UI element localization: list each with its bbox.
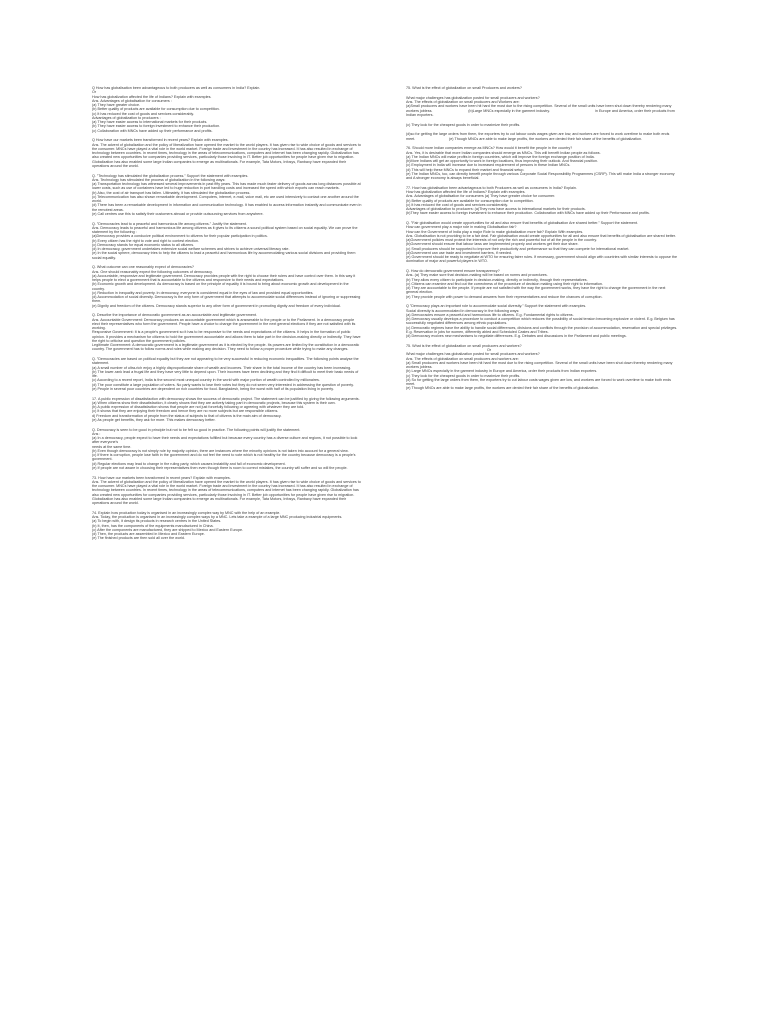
answer-line: What major challenges has globalization posted for small producers and workers?: [406, 352, 540, 357]
answer-line: (e) Dignity and freedom of the citizens. Democracy stands superior to any other form of government in promoting dignity and freedom of every individual.: [92, 303, 341, 308]
answer-line: Or: [406, 348, 492, 352]
qa-block: [92, 222, 362, 260]
answer-line: (d) There has been a remarkable development in information and communication technology. It has enabled to access information instantly and communicate even in the remotest areas.: [92, 203, 363, 212]
answer-line: (b) Economic growth and development. As democracy is based on the principle of equality it is bound to bring about economic growth and development in the country.: [92, 282, 350, 291]
answer-line: (c) Small producers should be supported to improve their productivity and performance so that they can compete for international market.: [406, 246, 630, 251]
answer-line: (d) This will help these MNCs to expand their market and financial setup.: [406, 167, 525, 172]
answer-line: (e) Government should be ready to negotiate at WTO for ensuring fairer rules. If necessary, government should align with countries with similar interests to oppose the domination of major and powerful players in WTO.: [406, 255, 679, 264]
qa-block: [92, 174, 362, 217]
question-text: Q. Describe the importance of democratic government as an accountable and legitimate government.: [92, 313, 258, 318]
answer-line: (e) In the social sphere, democracy tries to help the citizens to lead a peaceful and harmonious life by accommodating various social divisions and providing them social equality.: [92, 251, 357, 260]
answer-line: (c) It has reduced the cost of goods and services considerably.: [406, 202, 509, 207]
answer-line: How has globalization affected the life of Indians? Explain with examples.: [406, 190, 526, 194]
answer-line: (b) The lower-rank lead a frugal life and they have very little to depend upon. Their incomes have been declining and they find it difficult to meet their basic needs of life.: [92, 369, 360, 378]
answer-line: (a) Small producers and workers have been hit hard the most due to the rising competition. Several of the small units have been shut down thereby rendering many workers jobless.: [406, 360, 674, 369]
answer-line: Ans :: [92, 431, 101, 436]
answer-line: (b)More Indians will get an opportunity to work in foreign locations, thus improving their outlook. And financial position.: [406, 159, 599, 163]
question-text: Q. Democracy is seen to be good in principle but not to be felt so good in practice. The following points will justify the statement.: [92, 427, 301, 432]
question-text: Q How have our markets been transformed in recent years? Explain with examples.: [92, 138, 229, 143]
answer-line: (c) After the components are manufactured, they are shipped to Mexico and Eastern Europe.: [92, 527, 244, 532]
qa-block: [92, 265, 362, 308]
answer-line: (a) Accountable, responsive and legitimate government. Democracy provides people with the right to choose their rulers and have control over them. In this way it helps people to elect a government that is accountable to the citizens and responsive to their needs and expectations.: [92, 273, 357, 282]
question-text: 76. Should more Indian companies emerge as MNCs? How would it benefit the people in the country?: [406, 146, 573, 151]
answer-line: Ans. One should reasonably expect the following outcomes of democracy.: [92, 269, 213, 274]
answer-line: (d) They are accountable to the people. If people are not satisfied with the way the government works, they have the right to change the government in the next general election.: [406, 286, 667, 295]
answer-line: (b) Also, the cost of air transport has fallen. Ultimately, it has stimulated the globalization process.: [92, 190, 251, 195]
answer-line: Advantages of globalization to producers: (a)They now have access to international markets for their products.: [406, 207, 586, 211]
answer-line: (c) Citizens can examine and find out the correctness of the procedure of decision making using their right to information.: [406, 281, 603, 286]
answer-line: (c) Democracy stands for equal economic status to all citizens.: [92, 242, 195, 247]
qa-block: [406, 186, 678, 216]
answer-line: (a) They have easier access to international markets for their products.: [92, 120, 208, 124]
answer-line: Or: [92, 90, 97, 95]
qa-block: [406, 132, 678, 141]
answer-line: (c) It shows that they are enjoying their freedom and hence they are no more subjects but are responsible citizens.: [92, 409, 279, 414]
qa-block: [92, 313, 362, 351]
answer-line: (a) Transportation technology has witnessed several improvements in past fifty years. This has made much faster delivery of goods across long distances possible at lower costs, such as use of containers have led to huge reduction in port handling costs and increased the speed with which exports can reach markets.: [92, 182, 362, 191]
answer-line: Ans. The effects of globalization on small producers and Workers are:: [406, 100, 520, 104]
qa-block: [406, 146, 678, 180]
qa-block: [92, 138, 362, 168]
answer-line: Ans. Globalisation is not providing to be a fair deal. Fair globalisation would create opportunities for all and also ensure that benefits of globalisation are shared better.: [406, 233, 676, 238]
answer-line: needs at the same time.: [92, 444, 132, 449]
answer-line: (c) Collaboration with MNCs have added up their performance and profits.: [92, 128, 213, 133]
question-text: Q. "Democracies are based on political equality but they are not appearing to be very successful in reducing economic inequalities. The following points analyse the statement.: [92, 357, 360, 366]
question-text: Q. How do democratic government ensure transparency?: [406, 269, 500, 273]
answer-line: (a) A small number of ultra-rich enjoy a highly disproportionate share of wealth and incomes. Their share in the total income of the country has been increasing.: [92, 365, 352, 370]
answer-line: (e) If people are not aware in choosing their representatives then even though there is room to correct mistakes, the country will suffer and so will the people.: [92, 465, 348, 470]
answer-line: (a) To begin with, it design its products in research centres in the United States.: [92, 519, 222, 524]
answer-line: (c) If there is corruption, people lose faith in the government and do not feel the need to vote which is not healthy for the country because democracy is a people's government.: [92, 453, 357, 462]
qa-block: [406, 123, 678, 127]
answer-line: (d) Regular elections may lead to change in the ruling party, which causes instability and fall of economic development.: [92, 461, 286, 466]
question-text: 73. How have our markets been transformed in recent years? Explain with examples.: [92, 475, 231, 480]
answer-line: (c) According to a recent report, India is the second most unequal country in the world with major portion of wealth controlled by millionaires.: [92, 378, 320, 383]
qa-block: [406, 221, 678, 264]
answer-line: (c) They look for the cheapest goods in order to maximize their profits.: [406, 373, 521, 378]
answer-line: (d) So for getting the large orders from them, the exporters try to cut labour costs wages given are low, and workers are forced to work overtime to make both ends meet.: [406, 377, 673, 386]
answer-line: (e) Call centres use this to satisfy their customers abroad or provide outsourcing services from anywhere.: [92, 211, 264, 216]
answer-line: Ans- (a) They make sure that decision-making will be based on norms and procedures.: [406, 273, 548, 278]
answer-line: (e) Though MNCs are able to make large profits, the workers are denied their fair share of the benefits of globalization.: [406, 386, 600, 391]
answer-line: (b) Better quality of products are available for consumption due to competition.: [406, 198, 534, 203]
answer-line: (a) When citizens show their dissatisfaction, it clearly shows that they are actively taking part in democratic projects, because this system is their own.: [92, 400, 336, 405]
answer-line: Ans. Accountable Government: Democracy produces an accountable government which is answerable to the people or to the Parliament. In a democracy people elect their representatives who form the government. People have a choice to change the government in the next general elections if they are not satisfied with its working.: [92, 317, 357, 330]
answer-line: (b) Every citizen has the right to vote and right to contest election.: [92, 238, 199, 243]
qa-block: [406, 304, 678, 338]
answer-line: (a) They have greater choice.: [92, 103, 141, 107]
qa-block: [92, 86, 362, 133]
answer-line: Ans. The effects of globalization on small producers and workers are:: [406, 356, 519, 361]
answer-line: Advantages of globalization to producers :: [92, 115, 161, 120]
answer-line: (c) Employment in India will increase due to increased requirement of persons in these Indian MNCs.: [406, 163, 571, 168]
question-text: Q How has globalisation been advantageous to both producers as well as consumers in India? Explain.: [92, 86, 261, 90]
answer-line: (d) Accommodation of social diversity. Democracy is the only form of government that attempts to accommodate social differences instead of ignoring or suppressing them.: [92, 295, 362, 304]
answer-line: (e) The Indian MNCs, too, can directly benefit people through various Corporate Social Responsibility Programmes (CSRP). This will make India a stronger economy and A stronger economy is always beneficial.: [406, 171, 676, 180]
answer-line: How can government play a major role in making Globalisation fair?: [406, 225, 517, 230]
qa-block: [406, 269, 678, 299]
answer-line: (b)Government should ensure that labour laws are implemented properly and workers get their due share.: [406, 242, 579, 247]
answer-line: (e) They provide people with power to demand answers from their representatives and reduce the chances of corruption.: [406, 294, 603, 299]
question-text: 75. What is the effect of globalization on small producers and workers?: [406, 343, 522, 348]
answer-line: (b) They allow every citizen to participate in decision-making, directly or indirectly, through their representatives.: [406, 277, 588, 282]
answer-line: (a)Democracy provides a conducive political environment to citizens for their popular participation in politics.: [92, 234, 268, 239]
question-text: Q. What outcome can one reasonably expect of democracies?: [92, 265, 194, 270]
answer-line: (c) Democratic regimes have the ability to handle social differences, divisions and conflicts through the provision of accommodation, reservation and special privileges. E.g. Reservation in jobs for women, differently abled and Scheduled Castes and Tribes.: [406, 325, 679, 334]
answer-line: How can the Government of India play a major Role to make globalization more fair? Explain With examples.: [406, 229, 584, 234]
answer-line: Ans. Technology has stimulated the process of globalization in the following ways:: [92, 177, 226, 182]
answer-line: (b) They have easier access to foreign investment to enhance their production.: [92, 124, 221, 129]
qa-block: [406, 344, 678, 391]
answer-line: (b) Even though democracy is not simply rule by majority opinion, there are instances where the minority opinions is not taken into account for a general view.: [92, 448, 349, 453]
answer-line: (c) Telecommunication has also shown remarkable development. Computers, internet, e-mail, voice mail, etc are used intensively to contact one another around the world.: [92, 194, 360, 203]
answer-line: Legitimate Government: A democratic government is a legitimate government as it is elected by the people. Its powers are limited by the constitution in a democratic country. The government has to follow norms and rules while making any decision. They need to follow a proper procedure while trying to make any changes.: [92, 343, 361, 352]
answer-line: (c) It has reduced the cost of goods and services considerably.: [92, 111, 195, 116]
answer-line: Ans. Yes, it is desirable that more Indian companies should emerge as MNCs. This will benefit Indian people as follows.: [406, 150, 601, 155]
answer-line: (d) Then, the products are assembled in Mexico and Eastern Europe.: [92, 532, 205, 536]
qa-block: [92, 397, 362, 423]
answer-line: (b) A public expression of dissatisfaction shows that people are not just forcefully following or agreeing with whatever they are told.: [92, 405, 305, 409]
qa-block: [92, 357, 362, 391]
qa-block: [92, 511, 362, 541]
answer-line: Responsive Government: It is a people's government so it has to be responsive to the needs and expectations of the citizens. It helps in the formation of public opinion. It provides a mechanism for citizens to hold the government accountable and allows them to take part in the decision-making directly or indirectly. They have the right to criticise and question the government policies.: [92, 330, 362, 343]
question-text: (c) They look for the cheapest goods in order to maximize their profits.: [406, 122, 521, 127]
answer-line: (a) The Indian MNCs will make profits in foreign countries, which will improve the foreign exchange position of India.: [406, 154, 595, 159]
question-text: 74. Explain how production today is organised in an increasingly complex way by MNC with the help of an example.: [92, 510, 281, 515]
answer-line: (b) Large MNCs especially in the garment industry in Europe and America, order their products from Indian exporters.: [406, 369, 598, 374]
question-text: Q. "Technology has stimulated the globalization process." Support the statement with examples.: [92, 173, 249, 178]
answer-line: (a) Democracies ensure a peaceful and harmonious life to citizens. E.g. Fundamental rights to citizens.: [406, 312, 574, 317]
question-text: Q. "Democracies lead to a peaceful and harmonious life among citizens." Justify the statement.: [92, 221, 247, 226]
answer-line: Social diversity is accommodated in democracy in the following ways:: [406, 308, 520, 313]
answer-line: (d)Government can use trade and investment barriers, if needed.: [406, 250, 512, 255]
answer-line: (b)They have easier access to foreign investment to enhance their production. Collaboration with MNCs have added up their Performance and profits.: [406, 211, 650, 216]
answer-line: (b) It, then, has the components of the equipments manufactured in China.: [92, 523, 214, 528]
answer-line: (a)Government policies must protect the interests of not only the rich and powerful but of all the people in the country.: [406, 238, 597, 242]
qa-block: [92, 476, 362, 506]
answer-line: (d) The poor constitute a large population of voters. No party wants to lose their votes but they do not seem very interested in addressing the question of poverty.: [92, 382, 354, 387]
question-text: 75. What is the effect of globalization on small Producers and workers?: [406, 86, 522, 90]
answer-line: d) Freedom and transformation of people from the status of subjects to that of citizens is the main aim of democracy.: [92, 413, 282, 418]
left-column: [92, 86, 362, 546]
question-text: 17. A public expression of dissatisfaction with democracy shows the success of democratic project. The statement can be justified by giving the following arguments.: [92, 396, 360, 401]
question-text: Q. "Fair globalisation would create opportunities for all and also ensure that benefits of globalisation Are shared better." Support the statement.: [406, 221, 638, 225]
question-text: What major challenges has globalization posted for small producers and workers?: [406, 95, 540, 100]
answer-line: (d) In democracy, government undertakes extensive social welfare schemes and strives to achieve universal literacy rate.: [92, 247, 290, 251]
answer-line: (d) Democracy evolves new mechanisms to negotiate differences. E.g. Debates and discussions in the Parliament and public meetings.: [406, 334, 627, 338]
answer-line: (b) Better quality of products are available for consumption due to competition.: [92, 107, 220, 112]
answer-line: Ans. Democracy leads to peaceful and harmonious life among citizens as it gives to its citizens a sound political system based on social equality. We can prove the statement by the following :: [92, 225, 359, 234]
answer-line: Ans. Advantages of globalisation for consumers :: [92, 98, 172, 103]
answer-line: Ans. The advent of globalization and the policy of liberalization have opened the market to the world players. It has given rise to wide choice of goods and services to the consumer. MNCs have played a vital role in the world market. Foreign trade and investment in the country has increased. It has also resulted in exchange of technology between countries. In recent times, technology in the areas of telecommunications, computers and internet has been changing rapidly. Globalization has also created new opportunities for companies providing services, particularly those involving in IT. Better job opportunities for people have given rise to migration. Globalization has also enabled some large Indian companies to emerge as multinationals. For example, Tata Motors, Infosys, Ranbaxy have expanded their operations around the world.: [92, 479, 362, 505]
answer-line: (e) The finished products are then sold all over the world.: [92, 536, 185, 541]
answer-line: Ans. The advent of globalization and the policy of liberalization have opened the market to the world players. It has given rise to wide choice of goods and services to the consumer. MNCs have played a vital role in the world market. Foreign trade and investment in the country has increased. It has also resulted in exchange of technology between countries. In recent times, technology in the areas of telecommunications, computers and internet has been changing rapidly. Globalization has also created new opportunities for companies providing services, particularly those involving in IT. Better job opportunities for people have given rise to migration. Globalization has also enabled some large Indian companies to emerge as multinationals. For example, Tata Motors, Infosys, Ranbaxy have expanded their operations around the world.: [92, 142, 362, 168]
answer-line: Ans. Advantages of globalisation for consumers (a) They have greater choice for consumer.: [406, 194, 556, 199]
answer-line: (c) Reduction in inequality and poverty. In democracy, everyone is considered equal in the eyes of law and provided equal opportunities.: [92, 290, 314, 295]
question-text: (d)so for getting the large orders from them, the exporters try to cut labour costs wages given are low, and workers are forced to work overtime to make both ends meet. (e) Though MNCs are able to make large profits, the workers are denied their fair share of the benefits of globalization.: [406, 132, 671, 141]
question-text: Q "Democracy plays an important role to accommodate social diversity." Support the statement with examples.: [406, 304, 587, 309]
answer-line: Ans. Today, the production is organised in an increasingly complex ways by a MNC. Lets take a example of a large MNC producing industrial equipments.: [92, 515, 343, 519]
answer-line: (b) Democracy usually develops a procedure to conduct a competition which reduces the possibility of social tension becoming explosive or violent. E.g. Belgium has successfully negotiated differences among ethnic populations.: [406, 317, 676, 326]
right-column: [406, 86, 678, 396]
answer-line: (a) In a democracy, people expect to have their needs and expectations fulfilled but because every country has a diverse culture and regions, it not possible to look after everyone's: [92, 436, 359, 445]
question-text: 77. How has globalisation been advantageous to both Producers as well as consumers in India? Explain.: [406, 185, 577, 190]
answer-line: (e) As people get benefits, they ask for more. This makes democracy better.: [92, 417, 216, 422]
answer-line: (e) People in several poor countries are dependent on rich countries for food. Bangladesh, being the worst with half of its population living in poverty.: [92, 386, 334, 391]
answer-line: (a)Small producers and workers have been hit hard the most due to the rising competition. Several of the small units have been shut down thereby rendering many workers jobless. (b)Large MNCs especially in the garment industry. in Europe and America, order their products from Indian exporters.: [406, 104, 676, 117]
qa-block: [406, 96, 678, 117]
answer-line: How has globalization affected the life of Indians? Explain with examples.: [92, 94, 212, 99]
qa-block: [406, 86, 678, 90]
qa-block: [92, 428, 362, 471]
